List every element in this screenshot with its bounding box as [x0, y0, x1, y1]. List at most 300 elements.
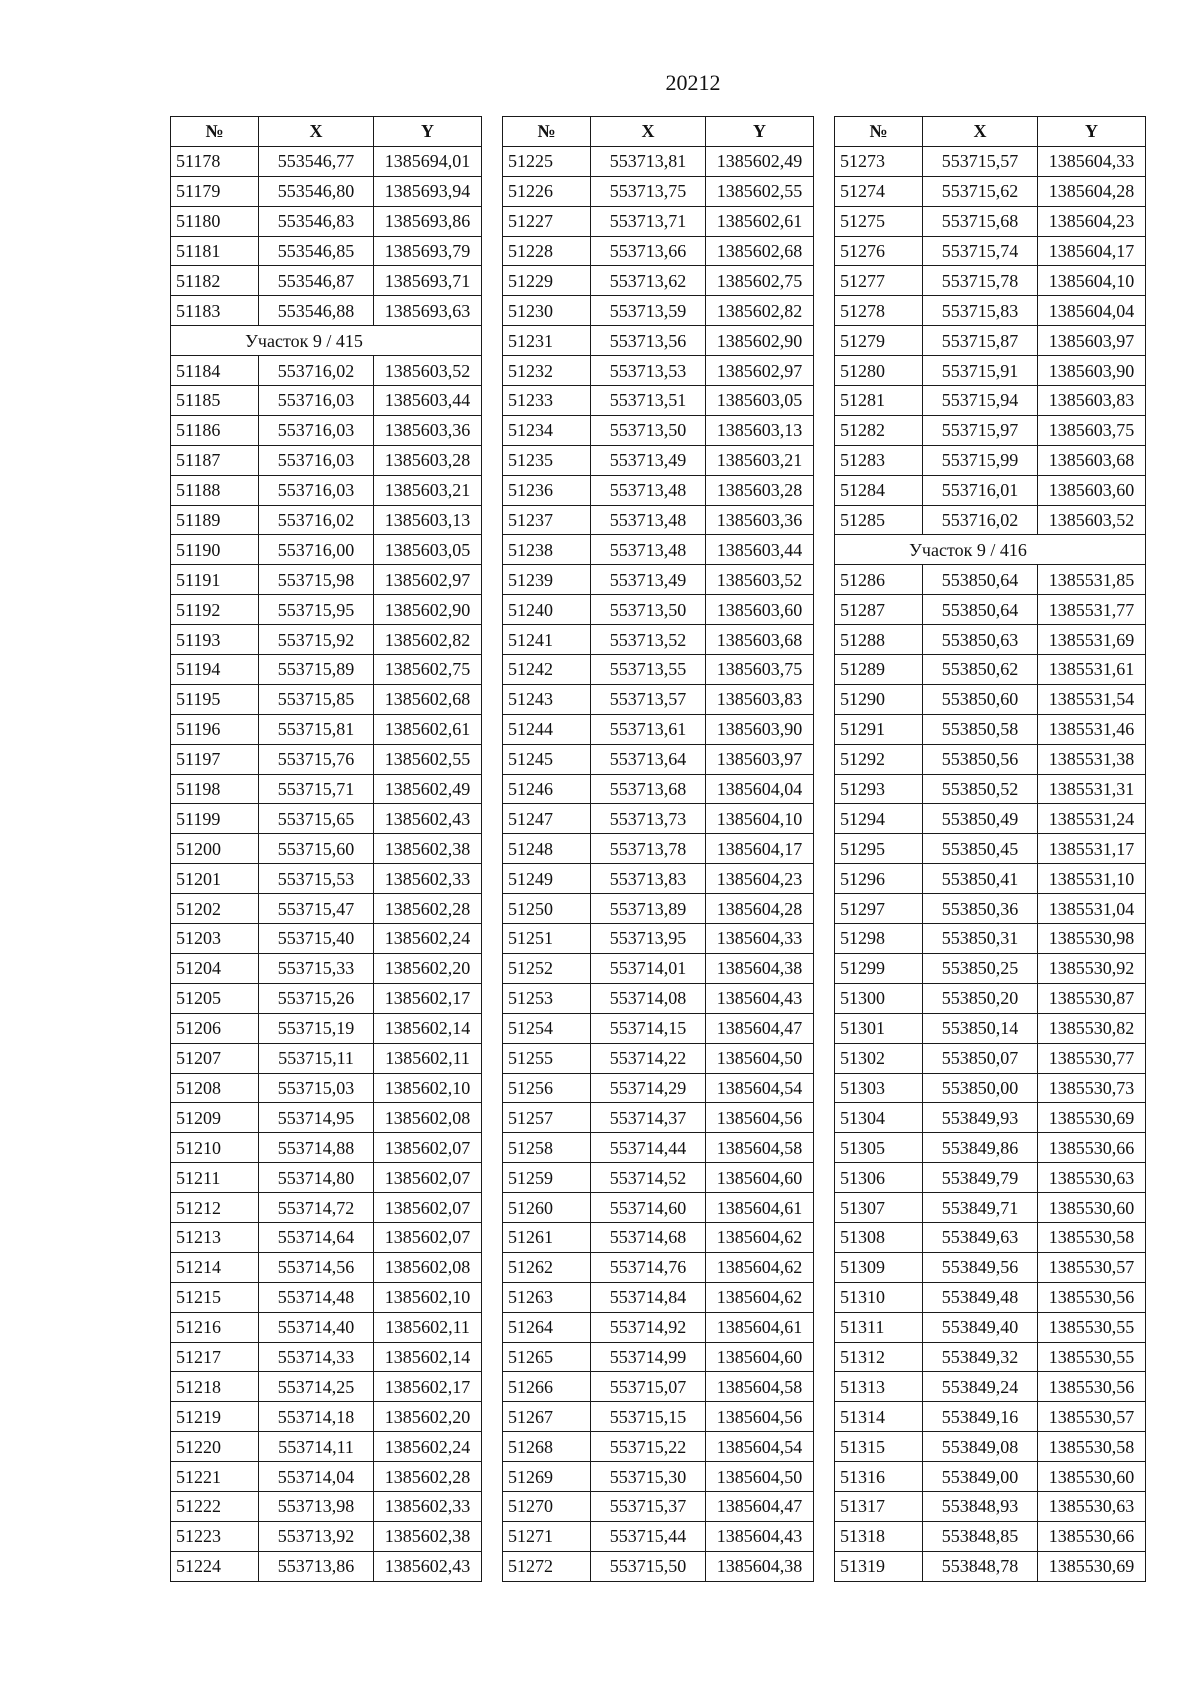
y-coordinate-cell: 1385604,23 — [1038, 206, 1146, 236]
column-header-number: № — [503, 117, 591, 147]
point-number-cell: 51244 — [503, 714, 591, 744]
y-coordinate-cell: 1385603,60 — [706, 595, 814, 625]
x-coordinate-cell: 553713,66 — [591, 236, 706, 266]
point-number-cell: 51255 — [503, 1043, 591, 1073]
point-number-cell: 51297 — [835, 894, 923, 924]
table-row — [835, 1163, 1146, 1193]
table-row — [171, 565, 482, 595]
point-number-cell: 51222 — [171, 1491, 259, 1521]
x-coordinate-cell: 553713,78 — [591, 834, 706, 864]
x-coordinate-cell: 553546,88 — [259, 296, 374, 326]
table-row — [171, 1521, 482, 1551]
column-header-x: X — [591, 117, 706, 147]
table-row — [171, 625, 482, 655]
table-row — [503, 1252, 814, 1282]
table-row — [835, 505, 1146, 535]
x-coordinate-cell: 553714,72 — [259, 1193, 374, 1223]
x-coordinate-cell: 553850,36 — [923, 894, 1038, 924]
y-coordinate-cell: 1385603,13 — [706, 415, 814, 445]
table-row — [171, 1193, 482, 1223]
point-number-cell: 51217 — [171, 1342, 259, 1372]
x-coordinate-cell: 553714,15 — [591, 1013, 706, 1043]
x-coordinate-cell: 553715,57 — [923, 146, 1038, 176]
x-coordinate-cell: 553850,62 — [923, 655, 1038, 685]
point-number-cell: 51226 — [503, 176, 591, 206]
column-header-number: № — [835, 117, 923, 147]
x-coordinate-cell: 553716,02 — [923, 505, 1038, 535]
point-number-cell: 51241 — [503, 625, 591, 655]
x-coordinate-cell: 553713,48 — [591, 535, 706, 565]
x-coordinate-cell: 553713,50 — [591, 415, 706, 445]
y-coordinate-cell: 1385530,69 — [1038, 1551, 1146, 1581]
table-row — [503, 326, 814, 356]
table-row — [171, 266, 482, 296]
point-number-cell: 51319 — [835, 1551, 923, 1581]
table-row — [835, 1312, 1146, 1342]
column-header-x: X — [259, 117, 374, 147]
y-coordinate-cell: 1385602,28 — [374, 1462, 482, 1492]
y-coordinate-cell: 1385693,63 — [374, 296, 482, 326]
table-row — [835, 1043, 1146, 1073]
point-number-cell: 51261 — [503, 1222, 591, 1252]
x-coordinate-cell: 553715,53 — [259, 864, 374, 894]
point-number-cell: 51221 — [171, 1462, 259, 1492]
y-coordinate-cell: 1385602,20 — [374, 1402, 482, 1432]
table-row — [171, 236, 482, 266]
y-coordinate-cell: 1385604,56 — [706, 1402, 814, 1432]
point-number-cell: 51179 — [171, 176, 259, 206]
point-number-cell: 51315 — [835, 1432, 923, 1462]
x-coordinate-cell: 553715,68 — [923, 206, 1038, 236]
y-coordinate-cell: 1385602,17 — [374, 1372, 482, 1402]
y-coordinate-cell: 1385604,54 — [706, 1432, 814, 1462]
x-coordinate-cell: 553715,60 — [259, 834, 374, 864]
y-coordinate-cell: 1385604,23 — [706, 864, 814, 894]
y-coordinate-cell: 1385602,43 — [374, 1551, 482, 1581]
x-coordinate-cell: 553850,31 — [923, 924, 1038, 954]
point-number-cell: 51206 — [171, 1013, 259, 1043]
x-coordinate-cell: 553715,26 — [259, 983, 374, 1013]
x-coordinate-cell: 553713,73 — [591, 804, 706, 834]
table-row — [503, 176, 814, 206]
x-coordinate-cell: 553714,99 — [591, 1342, 706, 1372]
table-row — [835, 475, 1146, 505]
table-row — [171, 1372, 482, 1402]
y-coordinate-cell: 1385602,68 — [706, 236, 814, 266]
x-coordinate-cell: 553714,11 — [259, 1432, 374, 1462]
x-coordinate-cell: 553713,57 — [591, 684, 706, 714]
table-row — [503, 1342, 814, 1372]
point-number-cell: 51256 — [503, 1073, 591, 1103]
x-coordinate-cell: 553715,83 — [923, 296, 1038, 326]
point-number-cell: 51293 — [835, 774, 923, 804]
table-row — [503, 206, 814, 236]
table-row — [835, 1252, 1146, 1282]
point-number-cell: 51178 — [171, 146, 259, 176]
point-number-cell: 51307 — [835, 1193, 923, 1223]
y-coordinate-cell: 1385602,07 — [374, 1222, 482, 1252]
point-number-cell: 51207 — [171, 1043, 259, 1073]
x-coordinate-cell: 553713,61 — [591, 714, 706, 744]
point-number-cell: 51181 — [171, 236, 259, 266]
x-coordinate-cell: 553713,92 — [259, 1521, 374, 1551]
point-number-cell: 51189 — [171, 505, 259, 535]
table-row — [171, 864, 482, 894]
x-coordinate-cell: 553713,86 — [259, 1551, 374, 1581]
x-coordinate-cell: 553713,81 — [591, 146, 706, 176]
point-number-cell: 51285 — [835, 505, 923, 535]
point-number-cell: 51312 — [835, 1342, 923, 1372]
point-number-cell: 51202 — [171, 894, 259, 924]
y-coordinate-cell: 1385531,38 — [1038, 744, 1146, 774]
x-coordinate-cell: 553715,30 — [591, 1462, 706, 1492]
y-coordinate-cell: 1385602,11 — [374, 1043, 482, 1073]
table-body — [503, 146, 814, 1581]
y-coordinate-cell: 1385602,97 — [374, 565, 482, 595]
point-number-cell: 51236 — [503, 475, 591, 505]
point-number-cell: 51272 — [503, 1551, 591, 1581]
point-number-cell: 51248 — [503, 834, 591, 864]
x-coordinate-cell: 553850,64 — [923, 595, 1038, 625]
section-row — [835, 535, 1146, 565]
y-coordinate-cell: 1385694,01 — [374, 146, 482, 176]
table-row — [503, 1103, 814, 1133]
y-coordinate-cell: 1385530,60 — [1038, 1193, 1146, 1223]
x-coordinate-cell: 553849,71 — [923, 1193, 1038, 1223]
point-number-cell: 51253 — [503, 983, 591, 1013]
x-coordinate-cell: 553715,91 — [923, 356, 1038, 386]
table-row — [503, 475, 814, 505]
table-row — [835, 804, 1146, 834]
section-cell — [835, 535, 1146, 565]
y-coordinate-cell: 1385604,28 — [1038, 176, 1146, 206]
x-coordinate-cell: 553713,62 — [591, 266, 706, 296]
x-coordinate-cell: 553715,78 — [923, 266, 1038, 296]
x-coordinate-cell: 553715,97 — [923, 415, 1038, 445]
point-number-cell: 51267 — [503, 1402, 591, 1432]
point-number-cell: 51232 — [503, 356, 591, 386]
y-coordinate-cell: 1385602,43 — [374, 804, 482, 834]
y-coordinate-cell: 1385530,55 — [1038, 1342, 1146, 1372]
point-number-cell: 51252 — [503, 953, 591, 983]
table-row — [835, 864, 1146, 894]
y-coordinate-cell: 1385602,49 — [706, 146, 814, 176]
table-row — [835, 326, 1146, 356]
table-row — [503, 924, 814, 954]
table-row — [171, 1222, 482, 1252]
table-header-row — [835, 117, 1146, 147]
x-coordinate-cell: 553715,15 — [591, 1402, 706, 1432]
point-number-cell: 51208 — [171, 1073, 259, 1103]
x-coordinate-cell: 553713,48 — [591, 475, 706, 505]
point-number-cell: 51317 — [835, 1491, 923, 1521]
point-number-cell: 51182 — [171, 266, 259, 296]
table-row — [171, 356, 482, 386]
y-coordinate-cell: 1385602,10 — [374, 1073, 482, 1103]
y-coordinate-cell: 1385602,07 — [374, 1163, 482, 1193]
y-coordinate-cell: 1385603,83 — [1038, 386, 1146, 416]
point-number-cell: 51233 — [503, 386, 591, 416]
point-number-cell: 51258 — [503, 1133, 591, 1163]
point-number-cell: 51264 — [503, 1312, 591, 1342]
table-row — [835, 1551, 1146, 1581]
point-number-cell: 51209 — [171, 1103, 259, 1133]
y-coordinate-cell: 1385604,10 — [706, 804, 814, 834]
point-number-cell: 51203 — [171, 924, 259, 954]
table-row — [503, 625, 814, 655]
x-coordinate-cell: 553714,37 — [591, 1103, 706, 1133]
table-row — [171, 744, 482, 774]
y-coordinate-cell: 1385604,10 — [1038, 266, 1146, 296]
y-coordinate-cell: 1385604,62 — [706, 1252, 814, 1282]
y-coordinate-cell: 1385604,04 — [706, 774, 814, 804]
x-coordinate-cell: 553715,85 — [259, 684, 374, 714]
table-row — [503, 535, 814, 565]
y-coordinate-cell: 1385602,24 — [374, 924, 482, 954]
table-row — [503, 1462, 814, 1492]
point-number-cell: 51235 — [503, 445, 591, 475]
x-coordinate-cell: 553714,44 — [591, 1133, 706, 1163]
point-number-cell: 51200 — [171, 834, 259, 864]
x-coordinate-cell: 553850,07 — [923, 1043, 1038, 1073]
table-row — [503, 1133, 814, 1163]
table-row — [171, 894, 482, 924]
table-row — [171, 1491, 482, 1521]
section-row — [171, 326, 482, 356]
point-number-cell: 51184 — [171, 356, 259, 386]
table-row — [503, 356, 814, 386]
x-coordinate-cell: 553713,75 — [591, 176, 706, 206]
coordinate-table-1 — [170, 116, 482, 1582]
table-row — [835, 386, 1146, 416]
x-coordinate-cell: 553849,93 — [923, 1103, 1038, 1133]
table-row — [171, 1073, 482, 1103]
y-coordinate-cell: 1385603,36 — [374, 415, 482, 445]
table-body — [835, 146, 1146, 1581]
point-number-cell: 51250 — [503, 894, 591, 924]
point-number-cell: 51194 — [171, 655, 259, 685]
table-row — [835, 1372, 1146, 1402]
y-coordinate-cell: 1385604,33 — [1038, 146, 1146, 176]
point-number-cell: 51304 — [835, 1103, 923, 1133]
point-number-cell: 51188 — [171, 475, 259, 505]
table-row — [835, 1193, 1146, 1223]
table-row — [835, 266, 1146, 296]
y-coordinate-cell: 1385530,66 — [1038, 1133, 1146, 1163]
table-row — [171, 953, 482, 983]
table-row — [503, 1491, 814, 1521]
table-row — [171, 1551, 482, 1581]
x-coordinate-cell: 553713,98 — [259, 1491, 374, 1521]
x-coordinate-cell: 553713,50 — [591, 595, 706, 625]
y-coordinate-cell: 1385604,60 — [706, 1342, 814, 1372]
table-row — [171, 804, 482, 834]
point-number-cell: 51287 — [835, 595, 923, 625]
y-coordinate-cell: 1385530,69 — [1038, 1103, 1146, 1133]
table-row — [503, 1013, 814, 1043]
y-coordinate-cell: 1385604,50 — [706, 1043, 814, 1073]
x-coordinate-cell: 553715,03 — [259, 1073, 374, 1103]
table-row — [503, 744, 814, 774]
point-number-cell: 51215 — [171, 1282, 259, 1312]
y-coordinate-cell: 1385602,14 — [374, 1013, 482, 1043]
point-number-cell: 51211 — [171, 1163, 259, 1193]
y-coordinate-cell: 1385602,33 — [374, 1491, 482, 1521]
x-coordinate-cell: 553714,33 — [259, 1342, 374, 1372]
table-row — [171, 1103, 482, 1133]
table-row — [503, 953, 814, 983]
x-coordinate-cell: 553713,68 — [591, 774, 706, 804]
table-row — [171, 1462, 482, 1492]
table-row — [171, 206, 482, 236]
x-coordinate-cell: 553715,50 — [591, 1551, 706, 1581]
y-coordinate-cell: 1385530,82 — [1038, 1013, 1146, 1043]
y-coordinate-cell: 1385604,17 — [706, 834, 814, 864]
x-coordinate-cell: 553850,58 — [923, 714, 1038, 744]
x-coordinate-cell: 553714,18 — [259, 1402, 374, 1432]
point-number-cell: 51234 — [503, 415, 591, 445]
x-coordinate-cell: 553713,52 — [591, 625, 706, 655]
point-number-cell: 51280 — [835, 356, 923, 386]
point-number-cell: 51313 — [835, 1372, 923, 1402]
y-coordinate-cell: 1385602,08 — [374, 1252, 482, 1282]
point-number-cell: 51183 — [171, 296, 259, 326]
table-row — [503, 146, 814, 176]
table-row — [171, 1342, 482, 1372]
table-row — [503, 1282, 814, 1312]
y-coordinate-cell: 1385531,54 — [1038, 684, 1146, 714]
table-row — [835, 684, 1146, 714]
point-number-cell: 51195 — [171, 684, 259, 714]
y-coordinate-cell: 1385602,11 — [374, 1312, 482, 1342]
table-row — [171, 684, 482, 714]
y-coordinate-cell: 1385602,08 — [374, 1103, 482, 1133]
x-coordinate-cell: 553849,00 — [923, 1462, 1038, 1492]
table-row — [171, 415, 482, 445]
x-coordinate-cell: 553715,99 — [923, 445, 1038, 475]
table-header-row — [503, 117, 814, 147]
y-coordinate-cell: 1385603,60 — [1038, 475, 1146, 505]
table-row — [835, 1282, 1146, 1312]
y-coordinate-cell: 1385530,58 — [1038, 1432, 1146, 1462]
point-number-cell: 51214 — [171, 1252, 259, 1282]
y-coordinate-cell: 1385603,90 — [706, 714, 814, 744]
table-row — [835, 1103, 1146, 1133]
point-number-cell: 51316 — [835, 1462, 923, 1492]
point-number-cell: 51257 — [503, 1103, 591, 1133]
x-coordinate-cell: 553716,03 — [259, 415, 374, 445]
y-coordinate-cell: 1385603,83 — [706, 684, 814, 714]
point-number-cell: 51192 — [171, 595, 259, 625]
y-coordinate-cell: 1385604,62 — [706, 1282, 814, 1312]
table-row — [503, 1163, 814, 1193]
table-row — [835, 655, 1146, 685]
table-row — [835, 1222, 1146, 1252]
table-row — [835, 415, 1146, 445]
column-header-x: X — [923, 117, 1038, 147]
point-number-cell: 51247 — [503, 804, 591, 834]
y-coordinate-cell: 1385603,90 — [1038, 356, 1146, 386]
point-number-cell: 51218 — [171, 1372, 259, 1402]
y-coordinate-cell: 1385530,63 — [1038, 1491, 1146, 1521]
y-coordinate-cell: 1385530,57 — [1038, 1252, 1146, 1282]
x-coordinate-cell: 553714,76 — [591, 1252, 706, 1282]
x-coordinate-cell: 553714,48 — [259, 1282, 374, 1312]
table-row — [835, 445, 1146, 475]
y-coordinate-cell: 1385603,68 — [706, 625, 814, 655]
y-coordinate-cell: 1385602,90 — [706, 326, 814, 356]
point-number-cell: 51198 — [171, 774, 259, 804]
table-row — [171, 1312, 482, 1342]
section-cell — [171, 326, 482, 356]
point-number-cell: 51266 — [503, 1372, 591, 1402]
table-row — [835, 1402, 1146, 1432]
y-coordinate-cell: 1385604,28 — [706, 894, 814, 924]
point-number-cell: 51243 — [503, 684, 591, 714]
y-coordinate-cell: 1385603,44 — [374, 386, 482, 416]
x-coordinate-cell: 553850,41 — [923, 864, 1038, 894]
x-coordinate-cell: 553715,89 — [259, 655, 374, 685]
y-coordinate-cell: 1385604,58 — [706, 1133, 814, 1163]
x-coordinate-cell: 553715,22 — [591, 1432, 706, 1462]
table-row — [835, 1013, 1146, 1043]
point-number-cell: 51305 — [835, 1133, 923, 1163]
point-number-cell: 51216 — [171, 1312, 259, 1342]
x-coordinate-cell: 553715,98 — [259, 565, 374, 595]
x-coordinate-cell: 553715,71 — [259, 774, 374, 804]
point-number-cell: 51201 — [171, 864, 259, 894]
x-coordinate-cell: 553850,60 — [923, 684, 1038, 714]
table-row — [171, 1432, 482, 1462]
table-row — [503, 684, 814, 714]
x-coordinate-cell: 553714,08 — [591, 983, 706, 1013]
y-coordinate-cell: 1385603,36 — [706, 505, 814, 535]
point-number-cell: 51296 — [835, 864, 923, 894]
x-coordinate-cell: 553850,45 — [923, 834, 1038, 864]
y-coordinate-cell: 1385602,07 — [374, 1193, 482, 1223]
x-coordinate-cell: 553713,89 — [591, 894, 706, 924]
x-coordinate-cell: 553850,20 — [923, 983, 1038, 1013]
point-number-cell: 51270 — [503, 1491, 591, 1521]
table-row — [835, 625, 1146, 655]
y-coordinate-cell: 1385604,50 — [706, 1462, 814, 1492]
y-coordinate-cell: 1385604,04 — [1038, 296, 1146, 326]
point-number-cell: 51227 — [503, 206, 591, 236]
table-row — [835, 1133, 1146, 1163]
point-number-cell: 51284 — [835, 475, 923, 505]
y-coordinate-cell: 1385693,94 — [374, 176, 482, 206]
table-row — [835, 953, 1146, 983]
x-coordinate-cell: 553713,48 — [591, 505, 706, 535]
x-coordinate-cell: 553713,49 — [591, 445, 706, 475]
point-number-cell: 51263 — [503, 1282, 591, 1312]
y-coordinate-cell: 1385531,17 — [1038, 834, 1146, 864]
point-number-cell: 51199 — [171, 804, 259, 834]
table-row — [835, 1491, 1146, 1521]
point-number-cell: 51269 — [503, 1462, 591, 1492]
x-coordinate-cell: 553714,52 — [591, 1163, 706, 1193]
x-coordinate-cell: 553714,22 — [591, 1043, 706, 1073]
y-coordinate-cell: 1385604,56 — [706, 1103, 814, 1133]
x-coordinate-cell: 553714,40 — [259, 1312, 374, 1342]
x-coordinate-cell: 553713,55 — [591, 655, 706, 685]
x-coordinate-cell: 553716,03 — [259, 445, 374, 475]
point-number-cell: 51197 — [171, 744, 259, 774]
table-row — [171, 924, 482, 954]
table-row — [171, 1163, 482, 1193]
point-number-cell: 51196 — [171, 714, 259, 744]
table-row — [503, 834, 814, 864]
